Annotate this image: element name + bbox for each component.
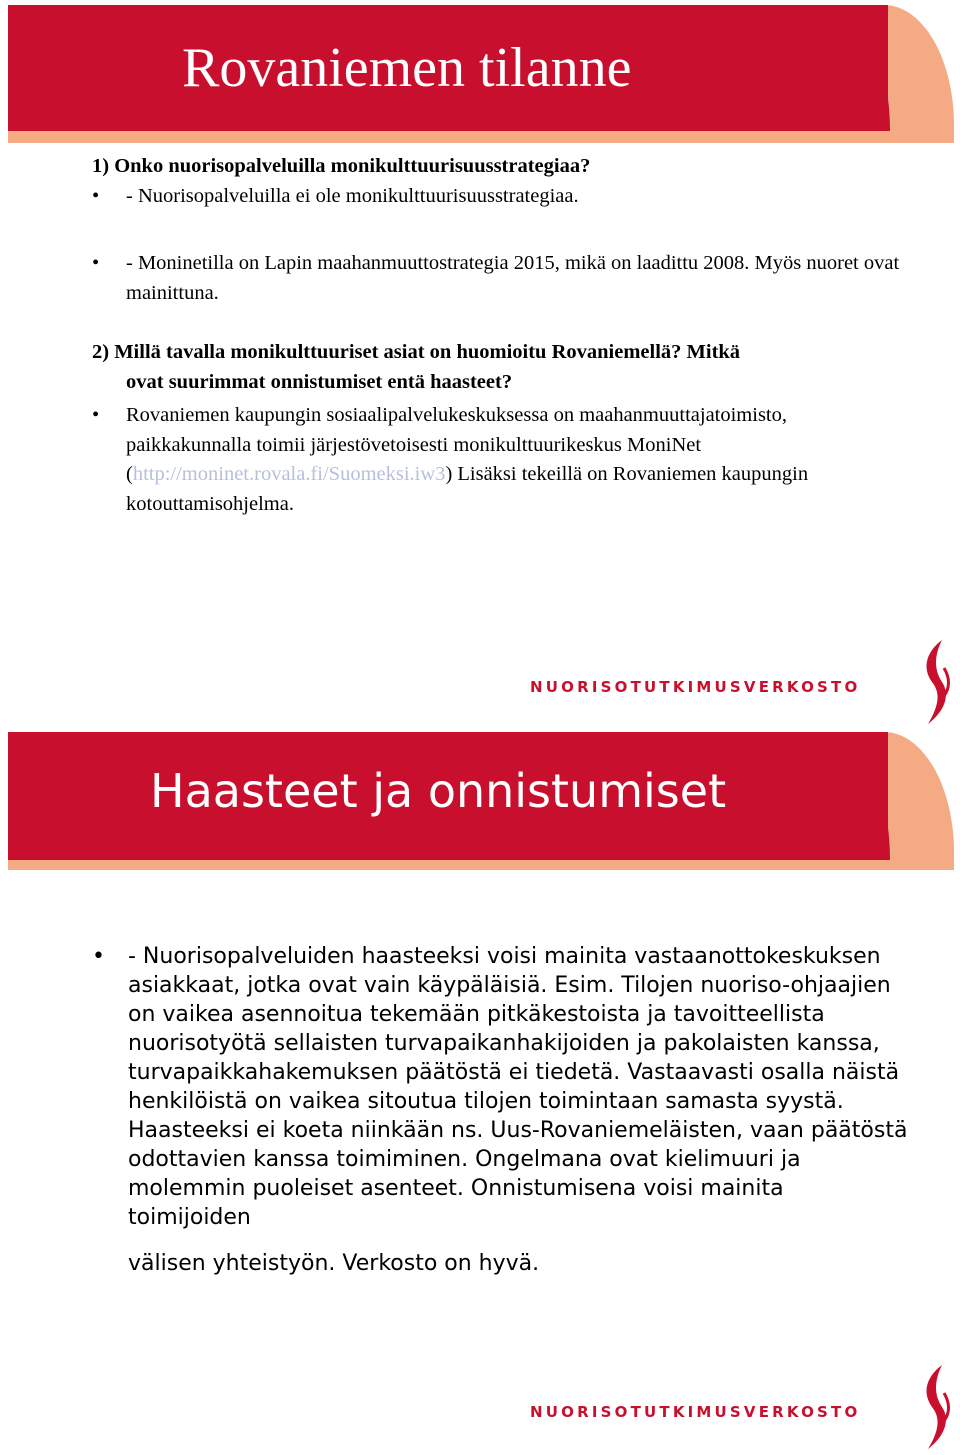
slide-title: Rovaniemen tilanne (182, 37, 632, 99)
header-accent-strip (8, 860, 952, 870)
bullet-icon: • (92, 184, 100, 207)
header-accent-strip (8, 131, 952, 143)
list-item-text-end: ) Lisäksi tekeillä on Rovaniemen kaupungin kotouttamisohjelma. (126, 463, 809, 515)
slide-title: Haasteet ja onnistumiset (150, 764, 727, 818)
bullet-icon: • (92, 252, 100, 274)
list-item (92, 249, 912, 308)
logo-text: NUORISOTUTKIMUSVERKOSTO (530, 678, 861, 696)
nuorisotutkimusverkosto-logo (530, 638, 950, 728)
nuorisotutkimusverkosto-logo (530, 1363, 950, 1453)
bullet-icon: • (92, 404, 100, 426)
logo-text: NUORISOTUTKIMUSVERKOSTO (530, 1403, 861, 1421)
list-item-text: - Moninetilla on Lapin maahanmuuttostrategia 2015, mikä on laadittu 2008. Myös nuoret ovat mainittuna. (126, 252, 900, 304)
list-item-text: - Nuorisopalveluiden haasteeksi voisi mainita vastaanottokeskuksen asiakkaat, jotka ovat vain käypäläisiä. Esim. Tilojen nuoriso-ohjaajien on vaikea asennoitua tekemään pitkäkestoista ja tavoitteellista nuorisotyötä sellaisten turvapaikanhakijoiden ja pakolaisten kanssa, turvapaikkahakemuksen päätöstä ei tiedetä. Vastaavasti osalla näistä henkilöistä on vaikea sitoutua tilojen toimintaan samasta syystä. Haasteeksi ei koeta niinkään ns. Uus-Rovaniemeläisten, vaan päätöstä odottavien kanssa toimiminen. Ongelmana ovat kielimuuri ja molemmin puoleiset asenteet. Onnistumisena voisi mainita toimijoiden (128, 944, 908, 1230)
question-1: 1) Onko nuorisopalveluilla monikulttuurisuusstrategiaa? (92, 155, 591, 177)
list-item (92, 401, 912, 519)
list-item-text-last-line: välisen yhteistyön. Verkosto on hyvä. (128, 1251, 540, 1276)
list-item (92, 942, 912, 1278)
list-item (92, 182, 912, 212)
question-2-line-1: 2) Millä tavalla monikulttuuriset asiat on huomioitu Rovaniemellä? Mitkä (92, 341, 741, 363)
question-2 (92, 338, 912, 397)
logo-flame-icon (920, 638, 952, 726)
slide-body (92, 152, 912, 519)
logo-flame-icon (920, 1363, 952, 1451)
question-2-line-2: ovat suurimmat onnistumiset entä haasteet? (126, 370, 513, 393)
moninet-link[interactable]: http://moninet.rovala.fi/Suomeksi.iw3 (132, 463, 446, 485)
slide-body (92, 942, 912, 1278)
bullet-icon: • (92, 944, 105, 969)
list-item-text: - Nuorisopalveluilla ei ole monikulttuurisuusstrategiaa. (126, 184, 579, 207)
slide-haasteet-ja-onnistumiset (0, 728, 960, 1455)
list-item-text: Rovaniemen kaupungin sosiaalipalvelukeskuksessa on maahanmuuttajatoimisto, paikkakunnalla toimii järjestövetoisesti monikulttuurikeskus MoniNet ( (126, 404, 787, 485)
